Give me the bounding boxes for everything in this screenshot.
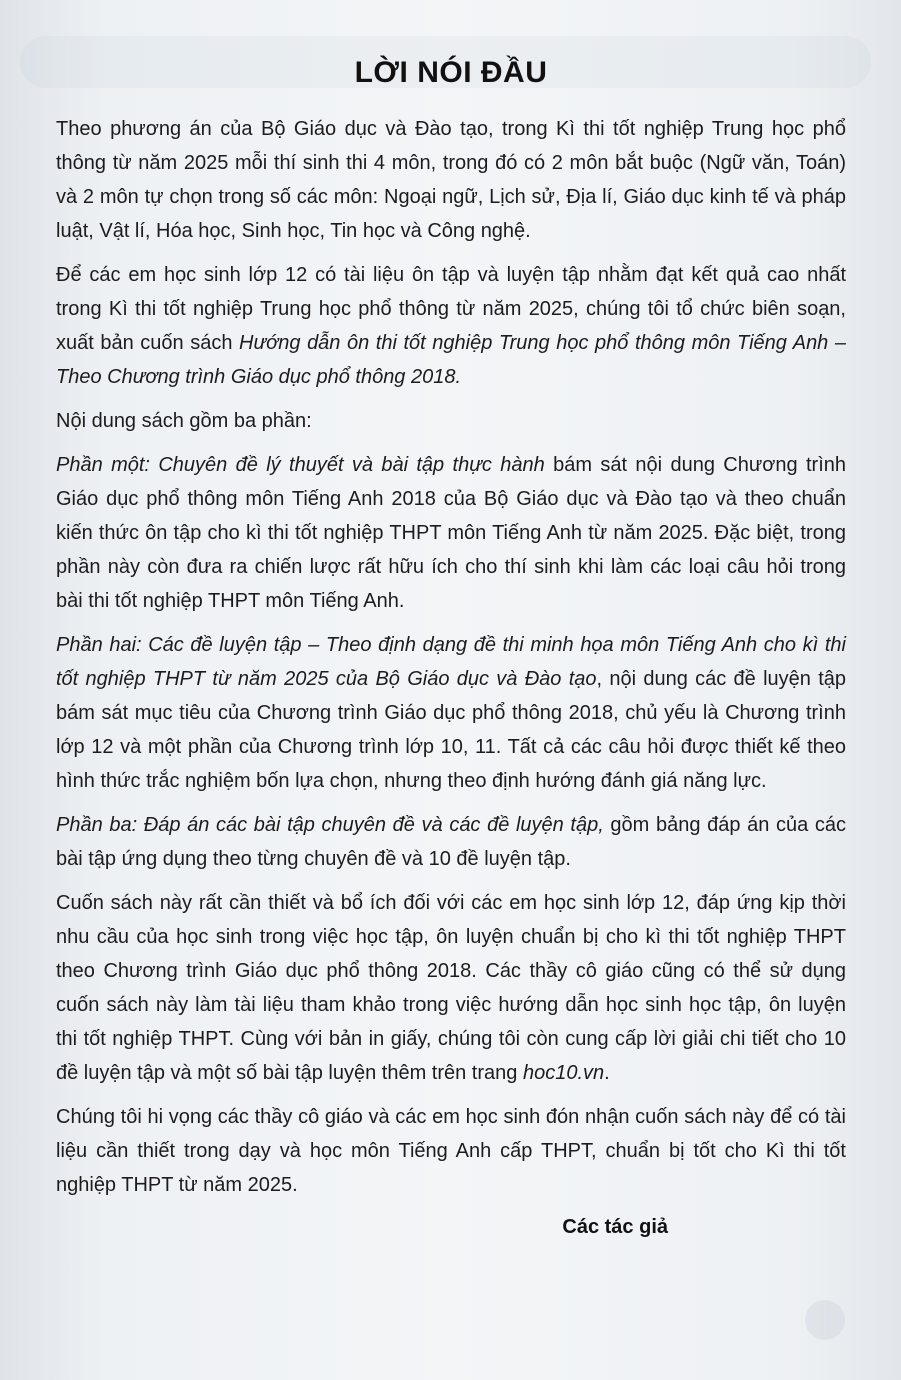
- paragraph-5: [56, 628, 846, 798]
- paragraph-3: Nội dung sách gồm ba phần:: [56, 410, 312, 432]
- signature: Các tác giả: [562, 1216, 668, 1238]
- page-title: LỜI NÓI ĐẦU: [354, 56, 548, 89]
- paragraph-7-end: .: [604, 1062, 610, 1084]
- page-corner-mark: [805, 1300, 845, 1340]
- website-link: hoc10.vn: [522, 1062, 605, 1084]
- paragraph-8: Chúng tôi hi vọng các thầy cô giáo và các em học sinh đón nhận cuốn sách này để có tài liệu cần thiết trong dạy và học môn Tiếng Anh cấp THPT, chuẩn bị tốt cho Kì thi tốt nghiệp THPT từ năm 2025.: [56, 1106, 846, 1196]
- paragraph-7-text: Cuốn sách này rất cần thiết và bổ ích đối với các em học sinh lớp 12, đáp ứng kịp thời nhu cầu của học sinh trong việc học tập, ôn luyện chuẩn bị cho kì thi tốt nghiệp THPT theo Chương trình Giáo dục phổ thông 2018. Các thầy cô giáo cũng có thể sử dụng cuốn sách này làm tài liệu tham khảo trong việc hướng dẫn học sinh học tập, ôn luyện thi tốt nghiệp THPT. Cùng với bản in giấy, chúng tôi còn cung cấp lời giải chi tiết cho 10 đề luyện tập và một số bài tập luyện thêm trên trang: [56, 892, 846, 1084]
- part-three-title: Phần ba: Đáp án các bài tập chuyên đề và các đề luyện tập,: [56, 814, 604, 836]
- paragraph-4: [56, 448, 846, 618]
- paragraph-2-text: Để các em học sinh lớp 12 có tài liệu ôn tập và luyện tập nhằm đạt kết quả cao nhất trong Kì thi tốt nghiệp Trung học phổ thông từ năm 2025, chúng tôi tổ chức biên soạn, xuất bản cuốn sách: [56, 264, 846, 354]
- book-title-italic: Hướng dẫn ôn thi tốt nghiệp Trung học phổ thông môn Tiếng Anh – Theo Chương trình Giáo dục phổ thông 2018.: [56, 332, 846, 388]
- part-one-text: bám sát nội dung Chương trình Giáo dục phổ thông môn Tiếng Anh 2018 của Bộ Giáo dục và Đào tạo và theo chuẩn kiến thức ôn tập cho kì thi tốt nghiệp THPT môn Tiếng Anh từ năm 2025. Đặc biệt, trong phần này còn đưa ra chiến lược rất hữu ích cho thí sinh khi làm các loại câu hỏi trong bài thi tốt nghiệp THPT môn Tiếng Anh.: [56, 454, 846, 612]
- paragraph-1: Theo phương án của Bộ Giáo dục và Đào tạo, trong Kì thi tốt nghiệp Trung học phổ thông từ năm 2025 mỗi thí sinh thi 4 môn, trong đó có 2 môn bắt buộc (Ngữ văn, Toán) và 2 môn tự chọn trong số các môn: Ngoại ngữ, Lịch sử, Địa lí, Giáo dục kinh tế và pháp luật, Vật lí, Hóa học, Sinh học, Tin học và Công nghệ.: [56, 118, 846, 242]
- paragraph-6: [56, 808, 846, 876]
- paragraph-2: [56, 258, 846, 394]
- part-one-title: Phần một: Chuyên đề lý thuyết và bài tập thực hành: [56, 454, 545, 476]
- part-two-title: Phần hai: Các đề luyện tập – Theo định dạng đề thi minh họa môn Tiếng Anh cho kì thi tốt nghiệp THPT từ năm 2025 của Bộ Giáo dục và Đào tạo: [56, 634, 846, 690]
- page-content: [56, 56, 846, 1239]
- paragraph-7: [56, 886, 846, 1090]
- part-two-text: , nội dung các đề luyện tập bám sát mục tiêu của Chương trình Giáo dục phổ thông 2018, chủ yếu là Chương trình lớp 12 và một phần của Chương trình lớp 10, 11. Tất cả các câu hỏi được thiết kế theo hình thức trắc nghiệm bốn lựa chọn, nhưng theo định hướng đánh giá năng lực.: [56, 668, 847, 792]
- part-three-text: gồm bảng đáp án của các bài tập ứng dụng theo từng chuyên đề và 10 đề luyện tập.: [56, 814, 846, 870]
